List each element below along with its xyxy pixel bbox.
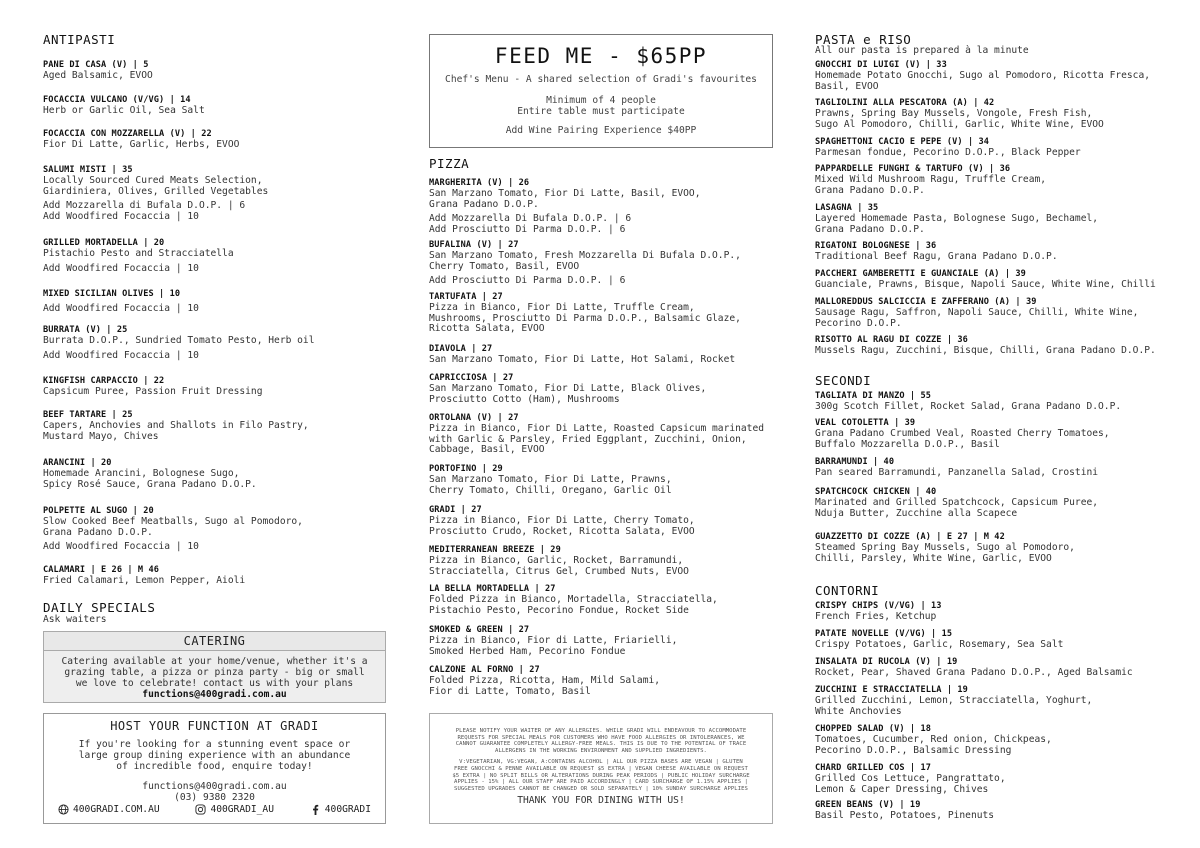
menu-item [815, 269, 1156, 291]
menu-item-name: ZUCCHINI E STRACCIATELLA | 19 [815, 685, 968, 695]
menu-item-name: VEAL COTOLETTA | 39 [815, 418, 916, 428]
menu-item [429, 625, 677, 657]
menu-item [815, 418, 1110, 450]
menu-item-name: LA BELLA MORTADELLA | 27 [429, 584, 556, 594]
instagram-text: 400GRADI_AU [210, 804, 274, 815]
menu-item-description: Folded Pizza in Bianco, Mortadella, Stracciatella, [429, 594, 718, 605]
website-link[interactable] [58, 804, 160, 815]
menu-item-description: Grana Padano D.O.P. [815, 184, 925, 196]
thank-you-text: THANK YOU FOR DINING WITH US! [517, 795, 685, 807]
menu-item-name: SPATCHCOCK CHICKEN | 40 [815, 487, 937, 497]
menu-item [815, 203, 1098, 235]
menu-item-name: MIXED SICILIAN OLIVES | 10 [43, 289, 181, 299]
menu-item-description: Buffalo Mozzarella D.O.P., Basil [815, 438, 1000, 450]
menu-item [815, 98, 1104, 130]
catering-line: grazing table, a pizza or pinza party - big or small [64, 667, 365, 678]
menu-item-description: Slow Cooked Beef Meatballs, Sugo al Pomodoro, [43, 516, 303, 527]
allergy-line: ALLERGENS IN THE WORKING ENVIRONMENT AND SUPPLIED INGREDIENTS. [495, 747, 707, 754]
allergy-text [430, 728, 772, 754]
menu-item-description: Guanciale, Prawns, Bisque, Napoli Sauce, White Wine, Chilli [815, 279, 1156, 290]
menu-item-description: Prosciutto Crudo, Rocket, Ricotta Salata, EVOO [429, 525, 695, 537]
menu-item [429, 240, 741, 286]
menu-item [43, 165, 268, 222]
instagram-icon [195, 804, 206, 815]
menu-item [43, 129, 239, 151]
feed-me-participate: Entire table must participate [517, 106, 685, 117]
menu-item-description: White Anchovies [815, 705, 902, 717]
menu-item [43, 458, 257, 490]
host-function-box [43, 713, 386, 824]
menu-item-description: Spicy Rosé Sauce, Grana Padano D.O.P. [43, 478, 257, 490]
menu-item-description: Pistachio Pesto, Pecorino Fondue, Rocket Side [429, 604, 689, 616]
menu-item-name: CRISPY CHIPS (V/VG) | 13 [815, 601, 942, 611]
menu-item [815, 532, 1075, 564]
menu-item-description: Giardiniera, Olives, Grilled Vegetables [43, 185, 269, 197]
menu-item-description: Cherry Tomato, Basil, EVOO [429, 260, 580, 272]
menu-item [815, 60, 1150, 92]
catering-line: Catering available at your home/venue, whether it's a [61, 656, 368, 667]
menu-item-name: PORTOFINO | 29 [429, 464, 503, 474]
catering-email-link[interactable]: functions@400gradi.com.au [142, 689, 287, 700]
menu-item-name: GREEN BEANS (V) | 19 [815, 800, 921, 810]
menu-item-description: Grana Padano D.O.P. [429, 198, 539, 210]
menu-item-addon: Add Prosciutto Di Parma D.O.P. | 6 [429, 224, 626, 235]
menu-item-name: FOCACCIA CON MOZZARELLA (V) | 22 [43, 129, 212, 139]
menu-item-description: Pizza in Bianco, Garlic, Rocket, Barramundi, [429, 555, 684, 566]
menu-item [429, 665, 660, 697]
legend-line: FREE GNOCCHI & PENNE AVAILABLE ON REQUEST $5 EXTRA | VEGAN CHEESE AVAILABLE ON REQUEST [454, 765, 748, 772]
facebook-link[interactable] [310, 804, 371, 815]
menu-item-description: Pistachio Pesto and Stracciatella [43, 248, 234, 259]
allergy-line: REQUESTS FOR SPECIAL MEALS FOR CUSTOMERS WHO HAVE FOOD ALLERGIES OR INTOLERANCES, WE [457, 734, 745, 741]
antipasti-heading: ANTIPASTI [43, 32, 116, 47]
menu-item-description: San Marzano Tomato, Fior Di Latte, Hot Salami, Rocket [429, 354, 736, 365]
menu-item [815, 391, 1121, 413]
menu-item-name: FOCACCIA VULCANO (V/VG) | 14 [43, 95, 191, 105]
menu-item [429, 413, 764, 456]
menu-item-name: DIAVOLA | 27 [429, 344, 493, 354]
allergy-line: PLEASE NOTIFY YOUR WAITER OF ANY ALLERGIES. WHILE GRADI WILL ENDEAVOUR TO ACCOMMODATE [455, 728, 747, 734]
menu-item-name: LASAGNA | 35 [815, 203, 879, 213]
menu-item-name: INSALATA DI RUCOLA (V) | 19 [815, 657, 958, 667]
menu-item [43, 410, 309, 442]
menu-item-description: Cherry Tomato, Chilli, Oregano, Garlic Oil [429, 484, 672, 496]
menu-item-description: Smoked Herbed Ham, Pecorino Fondue [429, 645, 626, 657]
menu-item-description: Grilled Cos Lettuce, Pangrattato, [815, 773, 1006, 784]
menu-item [429, 344, 735, 366]
menu-item [429, 545, 689, 577]
menu-item-description: French Fries, Ketchup [815, 611, 937, 622]
menu-item-description: Lemon & Caper Dressing, Chives [815, 783, 989, 795]
menu-item-addon: Add Prosciutto Di Parma D.O.P. | 6 [429, 275, 626, 286]
menu-item [429, 178, 700, 235]
menu-item [815, 601, 942, 623]
menu-item [815, 763, 1006, 795]
menu-item-name: ARANCINI | 20 [43, 458, 112, 468]
menu-item-name: ORTOLANA (V) | 27 [429, 413, 519, 423]
menu-item-description: San Marzano Tomato, Fresh Mozzarella Di Bufala D.O.P., [429, 250, 741, 261]
menu-item-description: Layered Homemade Pasta, Bolognese Sugo, Bechamel, [815, 213, 1099, 224]
menu-item-name: PANE DI CASA (V) | 5 [43, 60, 149, 70]
menu-item-description: Sausage Ragu, Saffron, Napoli Sauce, Chilli, White Wine, [815, 307, 1139, 318]
menu-item-name: BUFALINA (V) | 27 [429, 240, 519, 250]
menu-item-description: Cabbage, Basil, EVOO [429, 444, 545, 455]
menu-item-description: San Marzano Tomato, Fior Di Latte, Basil, EVOO, [429, 188, 701, 199]
menu-item-name: CALZONE AL FORNO | 27 [429, 665, 540, 675]
host-email-link[interactable]: functions@400gradi.com.au [142, 781, 287, 792]
facebook-icon [310, 804, 321, 815]
menu-item-description: Fior di Latte, Tomato, Basil [429, 685, 591, 697]
menu-item-name: MARGHERITA (V) | 26 [429, 178, 530, 188]
feed-me-box [429, 34, 773, 148]
menu-item-name: RISOTTO AL RAGU DI COZZE | 36 [815, 335, 968, 345]
host-description [44, 739, 385, 772]
menu-item-description: 300g Scotch Fillet, Rocket Salad, Grana Padano D.O.P. [815, 401, 1122, 412]
menu-item-name: SMOKED & GREEN | 27 [429, 625, 530, 635]
menu-item-description: Rocket, Pear, Shaved Grana Padano D.O.P., Aged Balsamic [815, 667, 1133, 678]
menu-item-description: with Garlic & Parsley, Fried Eggplant, Zucchini, Onion, [429, 433, 747, 445]
menu-item-description: Locally Sourced Cured Meats Selection, [43, 175, 263, 186]
menu-item-description: Mustard Mayo, Chives [43, 430, 159, 442]
menu-item [429, 292, 741, 335]
menu-item-name: BEEF TARTARE | 25 [43, 410, 133, 420]
menu-item-description: Herb or Garlic Oil, Sea Salt [43, 105, 205, 116]
catering-description [44, 651, 385, 689]
menu-item-description: Parmesan fondue, Pecorino D.O.P., Black Pepper [815, 147, 1081, 158]
menu-item-addon: Add Mozzarella di Bufala D.O.P. | 6 [43, 200, 246, 211]
secondi-heading: SECONDI [815, 373, 872, 388]
menu-item-description: Mixed Wild Mushroom Ragu, Truffle Cream, [815, 174, 1047, 185]
host-phone[interactable]: (03) 9380 2320 [174, 792, 255, 803]
menu-item-description: Pan seared Barramundi, Panzanella Salad, Crostini [815, 467, 1099, 478]
menu-item [815, 241, 1058, 263]
menu-item-name: GRADI | 27 [429, 505, 482, 515]
menu-item [429, 373, 706, 405]
legend-line: V:VEGETARIAN, VG:VEGAN, A:CONTAINS ALCOHOL | ALL OUR PIZZA BASES ARE VEGAN | GLUTEN [459, 759, 743, 766]
menu-item [43, 238, 234, 274]
menu-item-description: Pizza in Bianco, Fior di Latte, Friarielli, [429, 635, 678, 646]
menu-item-name: CAPRICCIOSA | 27 [429, 373, 514, 383]
menu-item [815, 335, 1156, 357]
contorni-heading: CONTORNI [815, 583, 880, 598]
menu-item-description: San Marzano Tomato, Fior Di Latte, Prawns, [429, 474, 672, 485]
menu-item-description: Mushrooms, Prosciutto Di Parma D.O.P., Balsamic Glaze, [429, 312, 741, 324]
menu-item-description: Homemade Potato Gnocchi, Sugo al Pomodoro, Ricotta Fresca, [815, 70, 1151, 81]
menu-item [815, 487, 1098, 519]
host-line: of incredible food, enquire today! [116, 761, 313, 772]
menu-item-description: Prawns, Spring Bay Mussels, Vongole, Fresh Fish, [815, 108, 1093, 119]
menu-item-description: Grana Padano D.O.P. [815, 223, 925, 235]
menu-item-name: KINGFISH CARPACCIO | 22 [43, 376, 165, 386]
menu-item [43, 506, 303, 552]
menu-item-description: Basil Pesto, Potatoes, Pinenuts [815, 810, 995, 821]
menu-item-description: San Marzano Tomato, Fior Di Latte, Black Olives, [429, 383, 707, 394]
allergy-notice-box [429, 713, 773, 824]
menu-item-description: Ricotta Salata, EVOO [429, 323, 545, 334]
menu-item-description: Marinated and Grilled Spatchcock, Capsicum Puree, [815, 497, 1099, 508]
catering-box [43, 631, 386, 703]
menu-item-description: Chilli, Parsley, White Wine, Garlic, EVOO [815, 552, 1052, 564]
facebook-text: 400GRADI [324, 804, 371, 815]
menu-item-name: PATATE NOVELLE (V/VG) | 15 [815, 629, 953, 639]
menu-item-name: PACCHERI GAMBERETTI E GUANCIALE (A) | 39 [815, 269, 1026, 279]
host-heading: HOST YOUR FUNCTION AT GRADI [110, 719, 319, 733]
menu-item [429, 464, 672, 496]
menu-item [43, 325, 314, 361]
menu-item-name: TARTUFATA | 27 [429, 292, 503, 302]
menu-item-description: Pizza in Bianco, Fior Di Latte, Truffle Cream, [429, 302, 695, 313]
feed-me-subtitle: Chef's Menu - A shared selection of Gradi's favourites [445, 74, 757, 85]
menu-item-description: Stracciatella, Citrus Gel, Crumbed Nuts, EVOO [429, 565, 689, 577]
legend-line: APPLIES - 15% | ALL OUR STAFF ARE PAID ACCORDINGLY | CARD SURCHARGE OF 1.15% APPLIES | [454, 779, 748, 786]
menu-item [815, 657, 1133, 679]
menu-item-name: BARRAMUNDI | 40 [815, 457, 895, 467]
menu-item-description: Grilled Zucchini, Lemon, Stracciatella, Yoghurt, [815, 695, 1093, 706]
menu-item-description: Fried Calamari, Lemon Pepper, Aioli [43, 575, 246, 586]
menu-item [815, 685, 1092, 717]
dietary-legend [430, 759, 772, 792]
menu-item-name: TAGLIOLINI ALLA PESCATORA (A) | 42 [815, 98, 995, 108]
menu-item-name: POLPETTE AL SUGO | 20 [43, 506, 154, 516]
menu-item [429, 505, 695, 537]
menu-item-name: TAGLIATA DI MANZO | 55 [815, 391, 932, 401]
legend-line: $5 EXTRA | NO SPLIT BILLS OR ALTERATIONS DURING PEAK PERIODS | PUBLIC HOLIDAY SURCHARGE [452, 772, 750, 779]
host-line: large group dining experience with an abundance [78, 750, 351, 761]
menu-item-name: BURRATA (V) | 25 [43, 325, 128, 335]
menu-item-description: Pizza in Bianco, Fior Di Latte, Cherry Tomato, [429, 515, 695, 526]
menu-item-description: Capers, Anchovies and Shallots in Filo Pastry, [43, 420, 309, 431]
menu-item-name: MALLOREDDUS SALCICCIA E ZAFFERANO (A) | 39 [815, 297, 1037, 307]
website-text: 400GRADI.COM.AU [73, 804, 160, 815]
daily-specials-text: Ask waiters [43, 614, 107, 625]
menu-item [815, 164, 1046, 196]
menu-item-name: GRILLED MORTADELLA | 20 [43, 238, 165, 248]
menu-item-name: CHARD GRILLED COS | 17 [815, 763, 932, 773]
menu-item [815, 800, 994, 822]
host-line: If you're looking for a stunning event space or [78, 739, 351, 750]
menu-item-name: CALAMARI | E 26 | M 46 [43, 565, 160, 575]
menu-item [815, 724, 1052, 756]
menu-item-addon: Add Woodfired Focaccia | 10 [43, 349, 199, 361]
menu-item-description: Prosciutto Cotto (Ham), Mushrooms [429, 393, 620, 405]
menu-item-description: Burrata D.O.P., Sundried Tomato Pesto, Herb oil [43, 335, 315, 346]
menu-item-addon: Add Woodfired Focaccia | 10 [43, 262, 199, 274]
pasta-subheading: All our pasta is prepared à la minute [815, 45, 1029, 56]
menu-item-description: Grana Padano Crumbed Veal, Roasted Cherry Tomatoes, [815, 428, 1110, 439]
menu-item-description: Sugo Al Pomodoro, Chilli, Garlic, White Wine, EVOO [815, 118, 1104, 130]
menu-item [815, 297, 1138, 329]
menu-item-description: Basil, EVOO [815, 80, 879, 92]
menu-item-description: Steamed Spring Bay Mussels, Sugo al Pomodoro, [815, 542, 1075, 553]
menu-item-description: Pecorino D.O.P. [815, 317, 902, 329]
menu-item-name: CHOPPED SALAD (V) | 18 [815, 724, 932, 734]
instagram-link[interactable] [195, 804, 274, 815]
pasta-heading: PASTA e RISO [815, 32, 912, 47]
menu-item-description: Traditional Beef Ragu, Grana Padano D.O.P. [815, 251, 1058, 262]
menu-item-description: Tomatoes, Cucumber, Red onion, Chickpeas, [815, 734, 1052, 745]
globe-icon [58, 804, 69, 815]
menu-item [815, 457, 1098, 479]
menu-item [815, 137, 1081, 159]
social-links [58, 804, 371, 815]
menu-item [43, 376, 263, 398]
pizza-heading: PIZZA [429, 156, 470, 171]
menu-item-description: Aged Balsamic, EVOO [43, 70, 153, 81]
menu-item-addon: Add Woodfired Focaccia | 10 [43, 303, 199, 314]
menu-item-description: Homemade Arancini, Bolognese Sugo, [43, 468, 240, 479]
menu-item-description: Grana Padano D.O.P. [43, 526, 153, 538]
legend-line: SUGGESTED UPGRADES CANNOT BE CHANGED OR SOLD SEPARATELY | 10% SUNDAY SURCHARGE APPLIES [454, 785, 748, 792]
menu-item [815, 629, 1063, 651]
catering-line: we love to celebrate! contact us with your plans [75, 678, 354, 689]
menu-item-description: Fior Di Latte, Garlic, Herbs, EVOO [43, 139, 240, 150]
menu-item-description: Crispy Potatoes, Garlic, Rosemary, Sea Salt [815, 639, 1064, 650]
menu-item-name: RIGATONI BOLOGNESE | 36 [815, 241, 937, 251]
menu-item-description: Folded Pizza, Ricotta, Ham, Mild Salami, [429, 675, 661, 686]
menu-item-description: Nduja Butter, Zucchine alla Scapece [815, 507, 1018, 519]
menu-item-name: MEDITERRANEAN BREEZE | 29 [429, 545, 561, 555]
menu-item-name: GUAZZETTO DI COZZE (A) | E 27 | M 42 [815, 532, 1005, 542]
menu-item [43, 60, 153, 82]
menu-item-description: Mussels Ragu, Zucchini, Bisque, Chilli, Grana Padano D.O.P. [815, 345, 1156, 356]
daily-specials-heading: DAILY SPECIALS [43, 600, 156, 615]
menu-item-description: Capsicum Puree, Passion Fruit Dressing [43, 386, 263, 397]
menu-item [429, 584, 718, 616]
menu-item-name: SPAGHETTONI CACIO E PEPE (V) | 34 [815, 137, 990, 147]
catering-heading: CATERING [44, 632, 385, 651]
menu-item-description: Pecorino D.O.P., Balsamic Dressing [815, 744, 1012, 756]
menu-item [43, 565, 245, 587]
menu-item-addon: Add Mozzarella Di Bufala D.O.P. | 6 [429, 213, 632, 224]
allergy-line: CANNOT GUARANTEE COMPLETELY ALLERGY-FREE MEALS. THIS IS DUE TO THE POTENTIAL OF TRACE [455, 741, 747, 748]
menu-item-description: Pizza in Bianco, Fior Di Latte, Roasted Capsicum marinated [429, 423, 765, 434]
feed-me-title: FEED ME - $65PP [494, 44, 708, 68]
menu-item-addon: Add Woodfired Focaccia | 10 [43, 541, 199, 552]
menu-item-name: PAPPARDELLE FUNGHI & TARTUFO (V) | 36 [815, 164, 1011, 174]
menu-item-addon: Add Woodfired Focaccia | 10 [43, 211, 199, 222]
feed-me-minimum: Minimum of 4 people [546, 95, 656, 106]
feed-me-wine: Add Wine Pairing Experience $40PP [505, 125, 697, 136]
menu-item-name: GNOCCHI DI LUIGI (V) | 33 [815, 60, 947, 70]
menu-item-name: SALUMI MISTI | 35 [43, 165, 133, 175]
menu-item [43, 95, 205, 117]
host-contact [44, 781, 385, 803]
menu-item [43, 289, 199, 314]
